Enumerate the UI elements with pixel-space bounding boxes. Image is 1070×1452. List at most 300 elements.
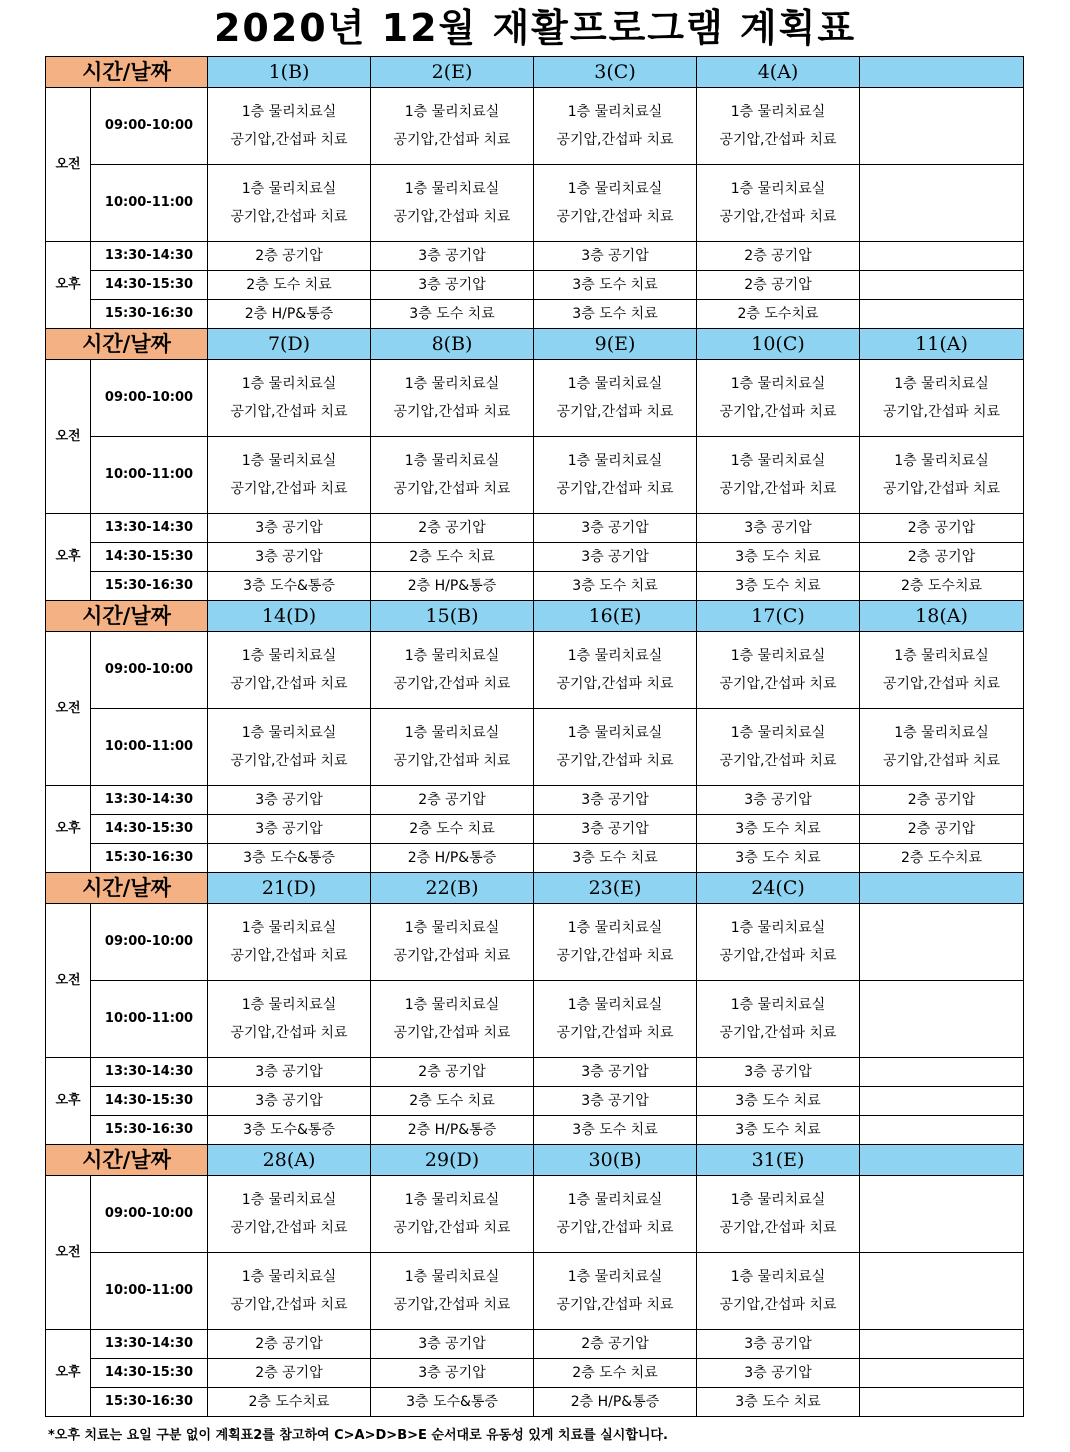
time-date-header: 시간/날짜 xyxy=(46,1145,208,1176)
time-slot: 09:00-10:00 xyxy=(91,632,208,709)
date-header: 2(E) xyxy=(371,57,534,88)
week-header-row xyxy=(46,1145,1024,1176)
am-row xyxy=(46,904,1024,981)
schedule-cell: 3층 공기압 xyxy=(697,1058,860,1087)
pm-row xyxy=(46,815,1024,844)
pm-row xyxy=(46,514,1024,543)
schedule-cell: 3층 공기압 xyxy=(534,543,697,572)
schedule-cell: 2층 공기압 xyxy=(208,1359,371,1388)
cell-treatment: 공기압,간섭파 치료 xyxy=(230,948,348,964)
date-header: 10(C) xyxy=(697,329,860,360)
cell-treatment: 공기압,간섭파 치료 xyxy=(230,1220,348,1236)
cell-location: 1층 물리치료실 xyxy=(241,997,337,1013)
schedule-cell: 3층 도수 치료 xyxy=(697,1116,860,1145)
date-header: 24(C) xyxy=(697,873,860,904)
date-header xyxy=(860,57,1024,88)
schedule-cell xyxy=(860,1087,1024,1116)
date-header xyxy=(860,873,1024,904)
schedule-cell: 2층 공기압 xyxy=(697,242,860,271)
cell-treatment: 공기압,간섭파 치료 xyxy=(556,1025,674,1041)
date-header: 4(A) xyxy=(697,57,860,88)
cell-treatment: 공기압,간섭파 치료 xyxy=(719,1297,837,1313)
cell-location: 1층 물리치료실 xyxy=(730,725,826,741)
pm-label: 오후 xyxy=(46,1058,91,1145)
pm-row xyxy=(46,271,1024,300)
schedule-cell xyxy=(860,904,1024,981)
time-slot: 13:30-14:30 xyxy=(91,1330,208,1359)
schedule-cell xyxy=(697,981,860,1058)
date-header: 28(A) xyxy=(208,1145,371,1176)
am-label: 오전 xyxy=(46,1176,91,1330)
date-header: 18(A) xyxy=(860,601,1024,632)
schedule-cell: 3층 공기압 xyxy=(534,786,697,815)
pm-row xyxy=(46,786,1024,815)
cell-location: 1층 물리치료실 xyxy=(241,104,337,120)
schedule-cell: 3층 도수&통증 xyxy=(371,1388,534,1417)
cell-location: 1층 물리치료실 xyxy=(730,920,826,936)
schedule-cell: 2층 도수 치료 xyxy=(208,271,371,300)
schedule-cell: 3층 공기압 xyxy=(208,815,371,844)
schedule-cell: 2층 공기압 xyxy=(860,543,1024,572)
schedule-cell xyxy=(860,709,1024,786)
cell-location: 1층 물리치료실 xyxy=(567,376,663,392)
week-header-row xyxy=(46,329,1024,360)
pm-label: 오후 xyxy=(46,1330,91,1417)
time-slot: 13:30-14:30 xyxy=(91,1058,208,1087)
pm-row xyxy=(46,1388,1024,1417)
schedule-cell: 2층 H/P&통증 xyxy=(371,844,534,873)
schedule-cell: 2층 공기압 xyxy=(208,242,371,271)
time-slot: 14:30-15:30 xyxy=(91,271,208,300)
cell-treatment: 공기압,간섭파 치료 xyxy=(230,753,348,769)
cell-location: 1층 물리치료실 xyxy=(241,376,337,392)
page-title: 2020년 12월 재활프로그램 계획표 xyxy=(213,6,857,50)
cell-location: 1층 물리치료실 xyxy=(241,920,337,936)
schedule-cell xyxy=(860,271,1024,300)
time-date-header: 시간/날짜 xyxy=(46,57,208,88)
date-header: 7(D) xyxy=(208,329,371,360)
schedule-cell xyxy=(208,981,371,1058)
schedule-cell: 3층 공기압 xyxy=(371,242,534,271)
cell-location: 1층 물리치료실 xyxy=(567,725,663,741)
schedule-cell: 2층 공기압 xyxy=(371,514,534,543)
cell-location: 1층 물리치료실 xyxy=(730,181,826,197)
schedule-cell xyxy=(860,360,1024,437)
time-slot: 15:30-16:30 xyxy=(91,1116,208,1145)
cell-treatment: 공기압,간섭파 치료 xyxy=(230,1025,348,1041)
cell-treatment: 공기압,간섭파 치료 xyxy=(230,404,348,420)
time-slot: 09:00-10:00 xyxy=(91,88,208,165)
schedule-cell: 2층 공기압 xyxy=(860,786,1024,815)
cell-location: 1층 물리치료실 xyxy=(241,1269,337,1285)
time-slot: 13:30-14:30 xyxy=(91,786,208,815)
cell-treatment: 공기압,간섭파 치료 xyxy=(719,948,837,964)
schedule-cell: 2층 H/P&통증 xyxy=(371,1116,534,1145)
schedule-cell xyxy=(697,165,860,242)
pm-label: 오후 xyxy=(46,514,91,601)
cell-location: 1층 물리치료실 xyxy=(404,181,500,197)
am-row xyxy=(46,632,1024,709)
schedule-cell: 3층 도수 치료 xyxy=(697,543,860,572)
schedule-cell xyxy=(860,88,1024,165)
schedule-cell xyxy=(697,904,860,981)
schedule-cell xyxy=(697,1253,860,1330)
pm-row xyxy=(46,543,1024,572)
schedule-cell xyxy=(208,360,371,437)
cell-location: 1층 물리치료실 xyxy=(730,997,826,1013)
schedule-cell xyxy=(534,165,697,242)
date-header: 8(B) xyxy=(371,329,534,360)
schedule-cell: 3층 공기압 xyxy=(534,1058,697,1087)
schedule-cell: 3층 공기압 xyxy=(697,1330,860,1359)
schedule-cell xyxy=(371,981,534,1058)
schedule-cell xyxy=(697,88,860,165)
am-label: 오전 xyxy=(46,632,91,786)
week-header-row xyxy=(46,601,1024,632)
schedule-cell xyxy=(697,437,860,514)
pm-label: 오후 xyxy=(46,786,91,873)
pm-row xyxy=(46,1087,1024,1116)
date-header: 9(E) xyxy=(534,329,697,360)
cell-treatment: 공기압,간섭파 치료 xyxy=(556,209,674,225)
schedule-cell: 3층 공기압 xyxy=(371,1330,534,1359)
time-slot: 15:30-16:30 xyxy=(91,844,208,873)
schedule-table xyxy=(45,56,1024,1417)
cell-location: 1층 물리치료실 xyxy=(404,376,500,392)
pm-row xyxy=(46,300,1024,329)
date-header: 23(E) xyxy=(534,873,697,904)
schedule-cell: 2층 도수 치료 xyxy=(371,1087,534,1116)
pm-row xyxy=(46,1359,1024,1388)
schedule-cell: 3층 도수&통증 xyxy=(208,844,371,873)
schedule-cell: 3층 도수&통증 xyxy=(208,1116,371,1145)
time-slot: 10:00-11:00 xyxy=(91,709,208,786)
schedule-cell: 2층 공기압 xyxy=(371,786,534,815)
schedule-cell: 3층 도수 치료 xyxy=(534,844,697,873)
am-row xyxy=(46,88,1024,165)
cell-location: 1층 물리치료실 xyxy=(894,648,989,664)
cell-treatment: 공기압,간섭파 치료 xyxy=(719,1025,837,1041)
schedule-cell xyxy=(371,88,534,165)
date-header: 16(E) xyxy=(534,601,697,632)
cell-treatment: 공기압,간섭파 치료 xyxy=(556,948,674,964)
schedule-cell xyxy=(371,709,534,786)
schedule-cell: 3층 공기압 xyxy=(371,1359,534,1388)
schedule-cell: 3층 도수 치료 xyxy=(697,1388,860,1417)
cell-location: 1층 물리치료실 xyxy=(404,920,500,936)
schedule-cell: 2층 도수치료 xyxy=(860,844,1024,873)
time-slot: 14:30-15:30 xyxy=(91,1087,208,1116)
time-slot: 10:00-11:00 xyxy=(91,165,208,242)
cell-location: 1층 물리치료실 xyxy=(567,453,663,469)
time-slot: 15:30-16:30 xyxy=(91,1388,208,1417)
schedule-cell xyxy=(208,632,371,709)
time-date-header: 시간/날짜 xyxy=(46,601,208,632)
cell-treatment: 공기압,간섭파 치료 xyxy=(393,676,511,692)
cell-treatment: 공기압,간섭파 치료 xyxy=(719,481,837,497)
schedule-cell xyxy=(860,1330,1024,1359)
schedule-cell: 3층 도수 치료 xyxy=(534,300,697,329)
cell-location: 1층 물리치료실 xyxy=(730,104,826,120)
schedule-cell: 2층 도수 치료 xyxy=(534,1359,697,1388)
am-label: 오전 xyxy=(46,904,91,1058)
schedule-cell xyxy=(697,1176,860,1253)
time-slot: 09:00-10:00 xyxy=(91,1176,208,1253)
cell-treatment: 공기압,간섭파 치료 xyxy=(393,404,511,420)
schedule-cell: 3층 도수 치료 xyxy=(371,300,534,329)
schedule-cell: 3층 도수 치료 xyxy=(697,572,860,601)
cell-location: 1층 물리치료실 xyxy=(404,725,500,741)
time-slot: 09:00-10:00 xyxy=(91,360,208,437)
am-row xyxy=(46,1253,1024,1330)
schedule-cell xyxy=(208,709,371,786)
cell-location: 1층 물리치료실 xyxy=(567,104,663,120)
schedule-cell xyxy=(208,437,371,514)
cell-treatment: 공기압,간섭파 치료 xyxy=(556,676,674,692)
cell-location: 1층 물리치료실 xyxy=(730,648,826,664)
schedule-cell: 2층 공기압 xyxy=(697,271,860,300)
cell-treatment: 공기압,간섭파 치료 xyxy=(393,481,511,497)
time-slot: 14:30-15:30 xyxy=(91,1359,208,1388)
cell-location: 1층 물리치료실 xyxy=(404,453,500,469)
time-slot: 10:00-11:00 xyxy=(91,981,208,1058)
am-row xyxy=(46,981,1024,1058)
schedule-cell xyxy=(208,165,371,242)
week-header-row xyxy=(46,873,1024,904)
cell-location: 1층 물리치료실 xyxy=(567,1269,663,1285)
pm-row xyxy=(46,1058,1024,1087)
cell-location: 1층 물리치료실 xyxy=(241,1192,337,1208)
cell-location: 1층 물리치료실 xyxy=(730,453,826,469)
schedule-cell xyxy=(534,360,697,437)
schedule-cell xyxy=(697,360,860,437)
cell-location: 1층 물리치료실 xyxy=(894,376,989,392)
schedule-cell: 3층 공기압 xyxy=(697,1359,860,1388)
cell-treatment: 공기압,간섭파 치료 xyxy=(882,481,1001,497)
schedule-cell xyxy=(697,632,860,709)
date-header: 15(B) xyxy=(371,601,534,632)
date-header: 22(B) xyxy=(371,873,534,904)
cell-treatment: 공기압,간섭파 치료 xyxy=(556,1220,674,1236)
schedule-cell: 2층 공기압 xyxy=(860,815,1024,844)
cell-location: 1층 물리치료실 xyxy=(567,648,663,664)
cell-treatment: 공기압,간섭파 치료 xyxy=(393,1220,511,1236)
cell-treatment: 공기압,간섭파 치료 xyxy=(230,676,348,692)
cell-treatment: 공기압,간섭파 치료 xyxy=(719,209,837,225)
cell-treatment: 공기압,간섭파 치료 xyxy=(556,132,674,148)
am-label: 오전 xyxy=(46,88,91,242)
schedule-cell: 3층 공기압 xyxy=(371,271,534,300)
cell-treatment: 공기압,간섭파 치료 xyxy=(393,753,511,769)
schedule-cell: 2층 H/P&통증 xyxy=(534,1388,697,1417)
schedule-cell: 2층 H/P&통증 xyxy=(208,300,371,329)
schedule-cell xyxy=(860,981,1024,1058)
schedule-cell: 2층 공기압 xyxy=(534,1330,697,1359)
schedule-cell: 3층 공기압 xyxy=(208,1058,371,1087)
schedule-cell xyxy=(208,88,371,165)
cell-location: 1층 물리치료실 xyxy=(241,453,337,469)
time-slot: 13:30-14:30 xyxy=(91,242,208,271)
pm-row xyxy=(46,1116,1024,1145)
schedule-cell xyxy=(371,1176,534,1253)
cell-location: 1층 물리치료실 xyxy=(567,1192,663,1208)
schedule-cell: 3층 공기압 xyxy=(208,1087,371,1116)
date-header: 17(C) xyxy=(697,601,860,632)
time-slot: 14:30-15:30 xyxy=(91,543,208,572)
date-header: 1(B) xyxy=(208,57,371,88)
date-header: 11(A) xyxy=(860,329,1024,360)
date-header: 29(D) xyxy=(371,1145,534,1176)
date-header: 30(B) xyxy=(534,1145,697,1176)
cell-treatment: 공기압,간섭파 치료 xyxy=(230,1297,348,1313)
schedule-cell: 3층 도수 치료 xyxy=(697,1087,860,1116)
cell-treatment: 공기압,간섭파 치료 xyxy=(719,676,837,692)
schedule-cell: 3층 도수 치료 xyxy=(697,844,860,873)
schedule-cell xyxy=(697,709,860,786)
cell-location: 1층 물리치료실 xyxy=(404,1269,500,1285)
am-row xyxy=(46,709,1024,786)
schedule-cell xyxy=(371,904,534,981)
schedule-cell xyxy=(860,1058,1024,1087)
schedule-cell: 3층 공기압 xyxy=(534,815,697,844)
cell-treatment: 공기압,간섭파 치료 xyxy=(719,132,837,148)
schedule-cell: 2층 도수치료 xyxy=(208,1388,371,1417)
cell-location: 1층 물리치료실 xyxy=(241,648,337,664)
cell-location: 1층 물리치료실 xyxy=(404,1192,500,1208)
cell-treatment: 공기압,간섭파 치료 xyxy=(556,753,674,769)
cell-treatment: 공기압,간섭파 치료 xyxy=(393,1297,511,1313)
am-row xyxy=(46,1176,1024,1253)
week-header-row xyxy=(46,57,1024,88)
schedule-cell xyxy=(860,1116,1024,1145)
time-slot: 10:00-11:00 xyxy=(91,437,208,514)
schedule-cell xyxy=(208,1176,371,1253)
cell-location: 1층 물리치료실 xyxy=(894,725,989,741)
date-header: 31(E) xyxy=(697,1145,860,1176)
schedule-cell xyxy=(534,632,697,709)
cell-location: 1층 물리치료실 xyxy=(404,648,500,664)
am-row xyxy=(46,360,1024,437)
cell-location: 1층 물리치료실 xyxy=(894,453,989,469)
schedule-cell: 3층 도수 치료 xyxy=(534,572,697,601)
schedule-cell xyxy=(371,632,534,709)
cell-location: 1층 물리치료실 xyxy=(567,181,663,197)
schedule-cell xyxy=(534,437,697,514)
schedule-cell xyxy=(534,88,697,165)
schedule-cell xyxy=(208,1253,371,1330)
schedule-cell: 3층 공기압 xyxy=(697,514,860,543)
time-slot: 09:00-10:00 xyxy=(91,904,208,981)
cell-treatment: 공기압,간섭파 치료 xyxy=(719,1220,837,1236)
schedule-cell xyxy=(860,632,1024,709)
schedule-cell xyxy=(860,242,1024,271)
cell-location: 1층 물리치료실 xyxy=(567,920,663,936)
cell-treatment: 공기압,간섭파 치료 xyxy=(882,753,1001,769)
schedule-cell: 3층 공기압 xyxy=(208,514,371,543)
schedule-cell: 3층 공기압 xyxy=(208,786,371,815)
time-date-header: 시간/날짜 xyxy=(46,873,208,904)
cell-treatment: 공기압,간섭파 치료 xyxy=(882,404,1001,420)
schedule-cell: 3층 도수&통증 xyxy=(208,572,371,601)
cell-location: 1층 물리치료실 xyxy=(730,376,826,392)
pm-row xyxy=(46,242,1024,271)
schedule-cell xyxy=(534,904,697,981)
schedule-cell: 2층 공기압 xyxy=(371,1058,534,1087)
time-date-header: 시간/날짜 xyxy=(46,329,208,360)
cell-treatment: 공기압,간섭파 치료 xyxy=(393,948,511,964)
schedule-cell xyxy=(860,165,1024,242)
cell-location: 1층 물리치료실 xyxy=(241,725,337,741)
schedule-cell xyxy=(534,1253,697,1330)
time-slot: 15:30-16:30 xyxy=(91,300,208,329)
cell-location: 1층 물리치료실 xyxy=(567,997,663,1013)
schedule-cell xyxy=(371,437,534,514)
schedule-cell: 2층 공기압 xyxy=(860,514,1024,543)
schedule-cell: 3층 도수 치료 xyxy=(534,1116,697,1145)
schedule-cell: 2층 도수치료 xyxy=(697,300,860,329)
cell-treatment: 공기압,간섭파 치료 xyxy=(719,753,837,769)
cell-location: 1층 물리치료실 xyxy=(730,1269,826,1285)
cell-location: 1층 물리치료실 xyxy=(404,104,500,120)
schedule-cell: 3층 도수 치료 xyxy=(697,815,860,844)
time-slot: 10:00-11:00 xyxy=(91,1253,208,1330)
schedule-cell xyxy=(860,1359,1024,1388)
schedule-cell: 3층 공기압 xyxy=(534,1087,697,1116)
pm-row xyxy=(46,572,1024,601)
am-row xyxy=(46,437,1024,514)
schedule-cell xyxy=(534,1176,697,1253)
schedule-cell xyxy=(860,1253,1024,1330)
am-row xyxy=(46,165,1024,242)
cell-location: 1층 물리치료실 xyxy=(241,181,337,197)
footnote: *오후 치료는 요일 구분 없이 계획표2를 참고하여 C>A>D>B>E 순서대로 유동성 있게 치료를 실시합니다. xyxy=(48,1428,668,1443)
cell-location: 1층 물리치료실 xyxy=(404,997,500,1013)
schedule-cell xyxy=(534,981,697,1058)
schedule-cell xyxy=(860,1388,1024,1417)
date-header: 14(D) xyxy=(208,601,371,632)
cell-treatment: 공기압,간섭파 치료 xyxy=(230,481,348,497)
schedule-cell xyxy=(208,904,371,981)
cell-treatment: 공기압,간섭파 치료 xyxy=(556,481,674,497)
pm-row xyxy=(46,1330,1024,1359)
schedule-cell xyxy=(371,360,534,437)
schedule-cell xyxy=(860,437,1024,514)
date-header: 21(D) xyxy=(208,873,371,904)
pm-row xyxy=(46,844,1024,873)
schedule-cell: 2층 도수치료 xyxy=(860,572,1024,601)
cell-treatment: 공기압,간섭파 치료 xyxy=(393,1025,511,1041)
cell-treatment: 공기압,간섭파 치료 xyxy=(556,404,674,420)
schedule-cell: 3층 공기압 xyxy=(697,786,860,815)
cell-treatment: 공기압,간섭파 치료 xyxy=(230,209,348,225)
schedule-cell: 2층 도수 치료 xyxy=(371,815,534,844)
time-slot: 13:30-14:30 xyxy=(91,514,208,543)
schedule-cell: 3층 공기압 xyxy=(208,543,371,572)
schedule-cell: 3층 도수 치료 xyxy=(534,271,697,300)
schedule-cell: 2층 공기압 xyxy=(208,1330,371,1359)
time-slot: 14:30-15:30 xyxy=(91,815,208,844)
date-header: 3(C) xyxy=(534,57,697,88)
schedule-cell: 2층 도수 치료 xyxy=(371,543,534,572)
time-slot: 15:30-16:30 xyxy=(91,572,208,601)
schedule-cell: 2층 H/P&통증 xyxy=(371,572,534,601)
cell-treatment: 공기압,간섭파 치료 xyxy=(719,404,837,420)
schedule-cell xyxy=(860,300,1024,329)
cell-location: 1층 물리치료실 xyxy=(730,1192,826,1208)
pm-label: 오후 xyxy=(46,242,91,329)
schedule-cell xyxy=(860,1176,1024,1253)
schedule-cell: 3층 공기압 xyxy=(534,514,697,543)
